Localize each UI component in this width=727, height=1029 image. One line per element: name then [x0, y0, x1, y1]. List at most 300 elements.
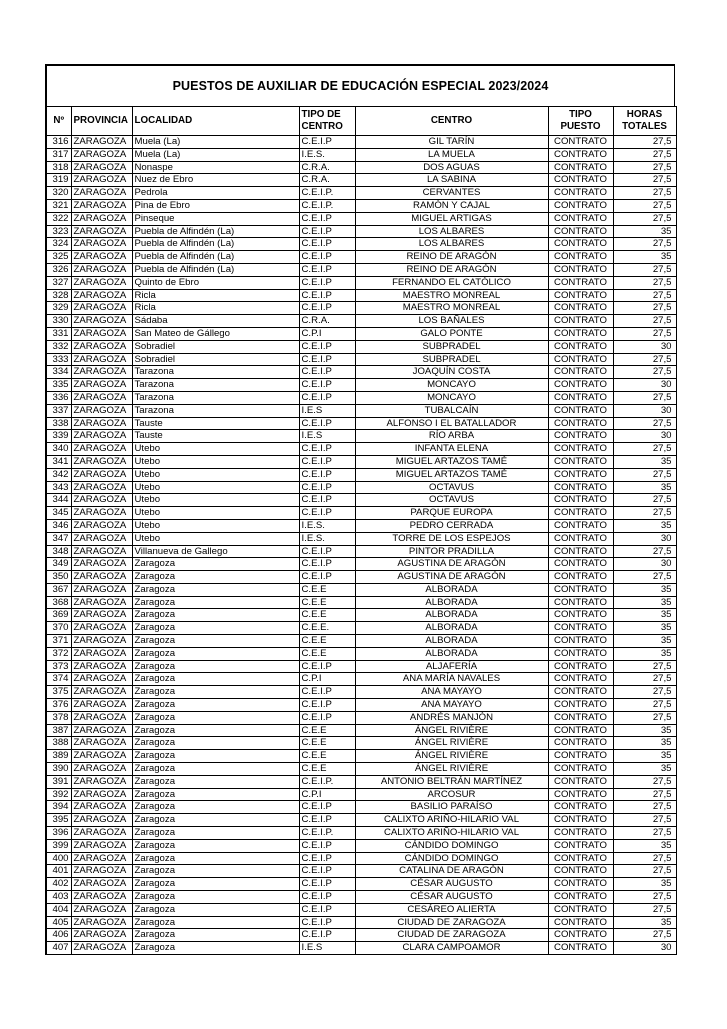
cell-tipo-centro: C.E.I.P: [299, 494, 355, 507]
cell-tipo-puesto: CONTRATO: [548, 417, 613, 430]
cell-tipo-centro: C.E.I.P: [299, 878, 355, 891]
cell-localidad: Zaragoza: [132, 801, 299, 814]
cell-localidad: Tauste: [132, 417, 299, 430]
cell-tipo-centro: C.E.I.P: [299, 443, 355, 456]
cell-num: 334: [46, 366, 71, 379]
table-row: [46, 148, 676, 161]
cell-num: 316: [46, 136, 71, 149]
cell-tipo-puesto: CONTRATO: [548, 404, 613, 417]
cell-tipo-puesto: CONTRATO: [548, 852, 613, 865]
cell-localidad: Utebo: [132, 507, 299, 520]
cell-tipo-centro: C.E.I.P: [299, 699, 355, 712]
cell-centro: BASILIO PARAÍSO: [355, 801, 548, 814]
table-row: [46, 711, 676, 724]
cell-tipo-puesto: CONTRATO: [548, 929, 613, 942]
cell-tipo-puesto: CONTRATO: [548, 494, 613, 507]
cell-centro: ALBORADA: [355, 596, 548, 609]
table-row: [46, 635, 676, 648]
cell-centro: SUBPRADEL: [355, 340, 548, 353]
cell-tipo-puesto: CONTRATO: [548, 391, 613, 404]
title-box: [45, 64, 675, 106]
table-row: [46, 763, 676, 776]
cell-centro: DOS AGUAS: [355, 161, 548, 174]
cell-localidad: Zaragoza: [132, 647, 299, 660]
cell-provincia: ZARAGOZA: [71, 263, 132, 276]
cell-provincia: ZARAGOZA: [71, 673, 132, 686]
cell-centro: CÉSAR AUGUSTO: [355, 878, 548, 891]
cell-centro: REINO DE ARAGÓN: [355, 251, 548, 264]
cell-num: 319: [46, 174, 71, 187]
table-row: [46, 647, 676, 660]
cell-provincia: ZARAGOZA: [71, 814, 132, 827]
cell-num: 394: [46, 801, 71, 814]
cell-num: 343: [46, 481, 71, 494]
cell-num: 330: [46, 315, 71, 328]
cell-localidad: Zaragoza: [132, 814, 299, 827]
cell-num: 342: [46, 468, 71, 481]
cell-horas: 35: [613, 737, 676, 750]
cell-num: 402: [46, 878, 71, 891]
cell-centro: OCTAVUS: [355, 481, 548, 494]
cell-localidad: Zaragoza: [132, 878, 299, 891]
cell-tipo-centro: C.E.I.P.: [299, 187, 355, 200]
cell-tipo-centro: C.E.I.P.: [299, 775, 355, 788]
cell-horas: 35: [613, 251, 676, 264]
cell-tipo-centro: C.E.E: [299, 583, 355, 596]
cell-horas: 35: [613, 519, 676, 532]
cell-centro: CÉSAR AUGUSTO: [355, 891, 548, 904]
table-row: [46, 532, 676, 545]
cell-horas: 27,5: [613, 801, 676, 814]
cell-num: 322: [46, 212, 71, 225]
table-row: [46, 878, 676, 891]
cell-provincia: ZARAGOZA: [71, 353, 132, 366]
cell-localidad: Zaragoza: [132, 622, 299, 635]
table-row: [46, 891, 676, 904]
cell-tipo-puesto: CONTRATO: [548, 379, 613, 392]
cell-localidad: Pedrola: [132, 187, 299, 200]
cell-provincia: ZARAGOZA: [71, 571, 132, 584]
cell-localidad: Zaragoza: [132, 711, 299, 724]
cell-horas: 35: [613, 225, 676, 238]
cell-num: 405: [46, 916, 71, 929]
cell-centro: ÁNGEL RIVIÈRE: [355, 763, 548, 776]
cell-num: 345: [46, 507, 71, 520]
cell-tipo-centro: C.E.I.P: [299, 379, 355, 392]
cell-horas: 27,5: [613, 417, 676, 430]
cell-provincia: ZARAGOZA: [71, 276, 132, 289]
cell-horas: 27,5: [613, 136, 676, 149]
page-title: PUESTOS DE AUXILIAR DE EDUCACIÓN ESPECIAL 2023/2024: [172, 79, 549, 93]
cell-num: 406: [46, 929, 71, 942]
cell-provincia: ZARAGOZA: [71, 763, 132, 776]
cell-tipo-centro: I.E.S.: [299, 148, 355, 161]
cell-centro: LOS BAÑALES: [355, 315, 548, 328]
cell-tipo-puesto: CONTRATO: [548, 609, 613, 622]
cell-provincia: ZARAGOZA: [71, 148, 132, 161]
cell-tipo-centro: I.E.S: [299, 942, 355, 955]
cell-tipo-puesto: CONTRATO: [548, 468, 613, 481]
cell-horas: 35: [613, 609, 676, 622]
cell-centro: OCTAVUS: [355, 494, 548, 507]
table-row: [46, 187, 676, 200]
header-provincia: PROVINCIA: [71, 107, 132, 136]
cell-localidad: Zaragoza: [132, 903, 299, 916]
cell-localidad: Zaragoza: [132, 827, 299, 840]
cell-localidad: Zaragoza: [132, 737, 299, 750]
cell-provincia: ZARAGOZA: [71, 404, 132, 417]
table-row: [46, 609, 676, 622]
cell-tipo-centro: C.E.E: [299, 763, 355, 776]
table-row: [46, 276, 676, 289]
cell-num: 395: [46, 814, 71, 827]
cell-tipo-puesto: CONTRATO: [548, 763, 613, 776]
table-row: [46, 724, 676, 737]
cell-num: 327: [46, 276, 71, 289]
cell-tipo-centro: C.E.I.P: [299, 545, 355, 558]
cell-localidad: Puebla de Alfindén (La): [132, 251, 299, 264]
cell-horas: 27,5: [613, 327, 676, 340]
cell-provincia: ZARAGOZA: [71, 302, 132, 315]
cell-horas: 27,5: [613, 212, 676, 225]
cell-tipo-puesto: CONTRATO: [548, 481, 613, 494]
cell-horas: 35: [613, 839, 676, 852]
cell-tipo-centro: C.E.I.P: [299, 340, 355, 353]
table-row: [46, 379, 676, 392]
cell-tipo-centro: C.E.I.P: [299, 814, 355, 827]
cell-tipo-puesto: CONTRATO: [548, 596, 613, 609]
cell-localidad: Utebo: [132, 519, 299, 532]
cell-tipo-puesto: CONTRATO: [548, 558, 613, 571]
cell-num: 323: [46, 225, 71, 238]
cell-tipo-centro: C.E.I.P.: [299, 827, 355, 840]
cell-centro: CÁNDIDO DOMINGO: [355, 839, 548, 852]
cell-tipo-puesto: CONTRATO: [548, 251, 613, 264]
cell-tipo-centro: I.E.S.: [299, 519, 355, 532]
cell-provincia: ZARAGOZA: [71, 494, 132, 507]
cell-tipo-centro: C.E.I.P: [299, 801, 355, 814]
cell-provincia: ZARAGOZA: [71, 443, 132, 456]
cell-tipo-puesto: CONTRATO: [548, 916, 613, 929]
cell-localidad: Nonaspe: [132, 161, 299, 174]
cell-localidad: Villanueva de Gallego: [132, 545, 299, 558]
cell-tipo-centro: C.E.I.P: [299, 366, 355, 379]
cell-tipo-centro: C.R.A.: [299, 161, 355, 174]
cell-tipo-puesto: CONTRATO: [548, 212, 613, 225]
cell-provincia: ZARAGOZA: [71, 660, 132, 673]
cell-provincia: ZARAGOZA: [71, 609, 132, 622]
cell-horas: 27,5: [613, 571, 676, 584]
table-row: [46, 737, 676, 750]
cell-centro: GIL TARÍN: [355, 136, 548, 149]
cell-tipo-puesto: CONTRATO: [548, 571, 613, 584]
cell-num: 367: [46, 583, 71, 596]
table-row: [46, 302, 676, 315]
table-row: [46, 788, 676, 801]
table-row: [46, 251, 676, 264]
cell-centro: ALBORADA: [355, 635, 548, 648]
table-row: [46, 161, 676, 174]
table-row: [46, 686, 676, 699]
cell-horas: 27,5: [613, 199, 676, 212]
cell-tipo-puesto: CONTRATO: [548, 327, 613, 340]
cell-provincia: ZARAGOZA: [71, 161, 132, 174]
cell-provincia: ZARAGOZA: [71, 775, 132, 788]
cell-tipo-puesto: CONTRATO: [548, 302, 613, 315]
cell-provincia: ZARAGOZA: [71, 596, 132, 609]
cell-num: 326: [46, 263, 71, 276]
cell-localidad: Zaragoza: [132, 891, 299, 904]
table-row: [46, 455, 676, 468]
cell-tipo-centro: C.E.I.P: [299, 507, 355, 520]
cell-tipo-puesto: CONTRATO: [548, 839, 613, 852]
cell-localidad: Nuez de Ebro: [132, 174, 299, 187]
cell-tipo-centro: C.E.I.P: [299, 302, 355, 315]
cell-tipo-puesto: CONTRATO: [548, 276, 613, 289]
cell-centro: JOAQUÍN COSTA: [355, 366, 548, 379]
cell-tipo-centro: C.E.E: [299, 635, 355, 648]
cell-localidad: Zaragoza: [132, 609, 299, 622]
cell-localidad: Zaragoza: [132, 839, 299, 852]
cell-horas: 27,5: [613, 891, 676, 904]
cell-horas: 30: [613, 430, 676, 443]
cell-horas: 35: [613, 647, 676, 660]
cell-num: 318: [46, 161, 71, 174]
header-centro: CENTRO: [355, 107, 548, 136]
cell-provincia: ZARAGOZA: [71, 481, 132, 494]
cell-centro: ALBORADA: [355, 583, 548, 596]
cell-provincia: ZARAGOZA: [71, 788, 132, 801]
cell-horas: 27,5: [613, 775, 676, 788]
cell-horas: 35: [613, 763, 676, 776]
cell-provincia: ZARAGOZA: [71, 455, 132, 468]
header-horas: HORAS TOTALES: [613, 107, 676, 136]
cell-tipo-puesto: CONTRATO: [548, 507, 613, 520]
cell-provincia: ZARAGOZA: [71, 532, 132, 545]
cell-tipo-centro: C.E.E: [299, 737, 355, 750]
cell-num: 347: [46, 532, 71, 545]
cell-num: 328: [46, 289, 71, 302]
cell-tipo-centro: C.E.I.P: [299, 353, 355, 366]
cell-localidad: Zaragoza: [132, 699, 299, 712]
document-sheet: [45, 64, 675, 955]
table-row: [46, 136, 676, 149]
cell-centro: AGUSTINA DE ARAGÓN: [355, 558, 548, 571]
table-row: [46, 212, 676, 225]
cell-localidad: Zaragoza: [132, 583, 299, 596]
cell-tipo-puesto: CONTRATO: [548, 238, 613, 251]
cell-horas: 27,5: [613, 187, 676, 200]
cell-tipo-puesto: CONTRATO: [548, 545, 613, 558]
cell-num: 346: [46, 519, 71, 532]
cell-horas: 30: [613, 532, 676, 545]
cell-tipo-centro: C.E.I.P: [299, 660, 355, 673]
cell-localidad: Utebo: [132, 468, 299, 481]
cell-centro: ALBORADA: [355, 647, 548, 660]
cell-localidad: Puebla de Alfindén (La): [132, 238, 299, 251]
cell-localidad: Sobradiel: [132, 340, 299, 353]
cell-centro: ANDRÉS MANJÓN: [355, 711, 548, 724]
cell-tipo-centro: C.E.E: [299, 750, 355, 763]
cell-localidad: Tauste: [132, 430, 299, 443]
cell-tipo-centro: C.E.I.P: [299, 558, 355, 571]
cell-horas: 27,5: [613, 711, 676, 724]
cell-tipo-puesto: CONTRATO: [548, 724, 613, 737]
table-row: [46, 814, 676, 827]
cell-tipo-puesto: CONTRATO: [548, 711, 613, 724]
table-header-row: [46, 107, 676, 136]
cell-provincia: ZARAGOZA: [71, 699, 132, 712]
cell-horas: 35: [613, 916, 676, 929]
cell-horas: 27,5: [613, 289, 676, 302]
cell-localidad: Zaragoza: [132, 763, 299, 776]
cell-provincia: ZARAGOZA: [71, 827, 132, 840]
cell-tipo-centro: C.P.I: [299, 788, 355, 801]
cell-horas: 27,5: [613, 161, 676, 174]
cell-num: 401: [46, 865, 71, 878]
cell-tipo-puesto: CONTRATO: [548, 187, 613, 200]
header-tipo-puesto: TIPO PUESTO: [548, 107, 613, 136]
cell-tipo-puesto: CONTRATO: [548, 340, 613, 353]
cell-centro: CALIXTO ARIÑO-HILARIO VAL: [355, 814, 548, 827]
cell-tipo-puesto: CONTRATO: [548, 353, 613, 366]
cell-horas: 30: [613, 340, 676, 353]
cell-localidad: San Mateo de Gállego: [132, 327, 299, 340]
cell-centro: MAESTRO MONREAL: [355, 289, 548, 302]
cell-tipo-centro: C.E.I.P: [299, 686, 355, 699]
cell-tipo-puesto: CONTRATO: [548, 635, 613, 648]
cell-horas: 27,5: [613, 673, 676, 686]
table-row: [46, 174, 676, 187]
cell-tipo-puesto: CONTRATO: [548, 199, 613, 212]
cell-num: 390: [46, 763, 71, 776]
cell-tipo-puesto: CONTRATO: [548, 942, 613, 955]
cell-centro: PARQUE EUROPA: [355, 507, 548, 520]
cell-provincia: ZARAGOZA: [71, 417, 132, 430]
cell-num: 339: [46, 430, 71, 443]
cell-horas: 35: [613, 622, 676, 635]
cell-provincia: ZARAGOZA: [71, 737, 132, 750]
cell-horas: 27,5: [613, 174, 676, 187]
cell-provincia: ZARAGOZA: [71, 929, 132, 942]
cell-tipo-puesto: CONTRATO: [548, 366, 613, 379]
cell-provincia: ZARAGOZA: [71, 545, 132, 558]
cell-centro: MIGUEL ARTAZOS TAMÉ: [355, 455, 548, 468]
cell-horas: 27,5: [613, 276, 676, 289]
table-row: [46, 699, 676, 712]
cell-localidad: Zaragoza: [132, 558, 299, 571]
cell-centro: FERNANDO EL CATÓLICO: [355, 276, 548, 289]
table-row: [46, 468, 676, 481]
cell-num: 349: [46, 558, 71, 571]
cell-horas: 27,5: [613, 660, 676, 673]
cell-provincia: ZARAGOZA: [71, 289, 132, 302]
cell-num: 337: [46, 404, 71, 417]
table-row: [46, 839, 676, 852]
cell-centro: REINO DE ARAGÓN: [355, 263, 548, 276]
cell-provincia: ZARAGOZA: [71, 622, 132, 635]
cell-tipo-puesto: CONTRATO: [548, 660, 613, 673]
cell-localidad: Tarazona: [132, 379, 299, 392]
cell-tipo-centro: C.E.I.P: [299, 903, 355, 916]
table-row: [46, 199, 676, 212]
cell-tipo-centro: C.E.I.P: [299, 839, 355, 852]
cell-provincia: ZARAGOZA: [71, 507, 132, 520]
cell-num: 321: [46, 199, 71, 212]
cell-provincia: ZARAGOZA: [71, 750, 132, 763]
cell-horas: 27,5: [613, 827, 676, 840]
cell-tipo-puesto: CONTRATO: [548, 699, 613, 712]
cell-provincia: ZARAGOZA: [71, 366, 132, 379]
cell-tipo-centro: C.E.I.P: [299, 711, 355, 724]
cell-localidad: Tarazona: [132, 391, 299, 404]
table-row: [46, 289, 676, 302]
cell-num: 325: [46, 251, 71, 264]
cell-provincia: ZARAGOZA: [71, 340, 132, 353]
cell-horas: 27,5: [613, 686, 676, 699]
table-row: [46, 827, 676, 840]
table-row: [46, 622, 676, 635]
cell-num: 338: [46, 417, 71, 430]
cell-num: 373: [46, 660, 71, 673]
cell-localidad: Puebla de Alfindén (La): [132, 225, 299, 238]
cell-tipo-centro: C.E.I.P: [299, 891, 355, 904]
cell-localidad: Zaragoza: [132, 724, 299, 737]
cell-centro: CATALINA DE ARAGÓN: [355, 865, 548, 878]
cell-num: 403: [46, 891, 71, 904]
cell-tipo-puesto: CONTRATO: [548, 686, 613, 699]
cell-provincia: ZARAGOZA: [71, 379, 132, 392]
cell-horas: 27,5: [613, 315, 676, 328]
cell-localidad: Tarazona: [132, 404, 299, 417]
cell-tipo-centro: I.E.S.: [299, 532, 355, 545]
cell-localidad: Ricla: [132, 302, 299, 315]
cell-localidad: Utebo: [132, 455, 299, 468]
cell-tipo-centro: C.E.I.P: [299, 289, 355, 302]
cell-tipo-puesto: CONTRATO: [548, 737, 613, 750]
cell-num: 400: [46, 852, 71, 865]
cell-num: 368: [46, 596, 71, 609]
cell-tipo-centro: C.E.E: [299, 609, 355, 622]
cell-provincia: ZARAGOZA: [71, 903, 132, 916]
cell-centro: LA SABINA: [355, 174, 548, 187]
cell-num: 336: [46, 391, 71, 404]
cell-provincia: ZARAGOZA: [71, 391, 132, 404]
cell-centro: ANA MAYAYO: [355, 686, 548, 699]
cell-tipo-centro: C.E.I.P: [299, 225, 355, 238]
cell-centro: MONCAYO: [355, 391, 548, 404]
cell-provincia: ZARAGOZA: [71, 225, 132, 238]
cell-provincia: ZARAGOZA: [71, 801, 132, 814]
table-row: [46, 903, 676, 916]
cell-tipo-puesto: CONTRATO: [548, 136, 613, 149]
cell-num: 389: [46, 750, 71, 763]
cell-horas: 30: [613, 404, 676, 417]
cell-provincia: ZARAGOZA: [71, 468, 132, 481]
cell-centro: CLARA CAMPOAMOR: [355, 942, 548, 955]
table-row: [46, 391, 676, 404]
cell-tipo-centro: C.E.E: [299, 724, 355, 737]
cell-provincia: ZARAGOZA: [71, 635, 132, 648]
cell-provincia: ZARAGOZA: [71, 558, 132, 571]
cell-provincia: ZARAGOZA: [71, 251, 132, 264]
cell-tipo-centro: C.E.I.P: [299, 865, 355, 878]
table-body: [46, 136, 676, 955]
cell-tipo-centro: C.E.I.P: [299, 481, 355, 494]
cell-localidad: Zaragoza: [132, 686, 299, 699]
cell-num: 329: [46, 302, 71, 315]
cell-provincia: ZARAGOZA: [71, 891, 132, 904]
